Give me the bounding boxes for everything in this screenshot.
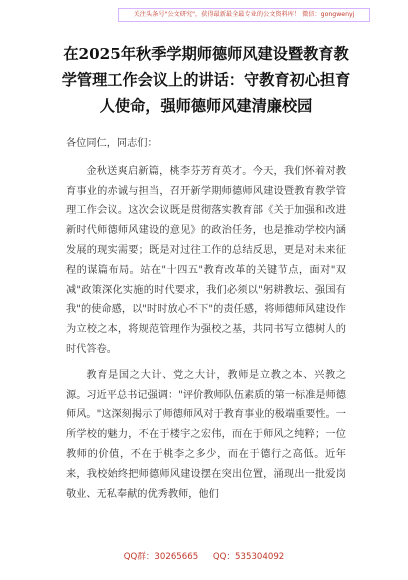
paragraph-1: 金秋送爽启新篇，桃李芬芳育英才。今天，我们怀着对教育事业的赤诚与担当，召开新学期师德师风建设暨教育教学管理工作会议。这次会议既是贯彻落实教育部《关于加强和改进新时代师德师风建设的意见》的政治任务，也是推动学校内涵发展的现实需要；既是对过往工作的总结反思，更是对未来征程的谋篇布局。站在"十四五"教育改革的关键节点，面对"双减"政策深化实施的时代要求，我们必须以"躬耕教坛、强国有我"的使命感，以"时时放心不下"的责任感，将师德师风建设作为立校之本，将规范管理作为强校之基，共同书写立德树人的时代答卷。 bbox=[66, 165, 346, 355]
paragraph-2: 教育是国之大计、党之大计，教师是立教之本、兴教之源。习近平总书记强调："评价教师队伍素质的第一标准是师德师风。"这深刻揭示了师德师风对于教育事业的极端重要性。一所学校的魅力，不在于楼宇之宏伟，而在于师风之纯粹；一位教师的价值，不在于桃李之多少，而在于德行之高低。近年来，我校始终把师德师风建设摆在突出位置，涌现出一批爱岗敬业、无私奉献的优秀教师，他们 bbox=[66, 369, 346, 500]
document-title: 在2025年秋季学期师德师风建设暨教育教学管理工作会议上的讲话：守教育初心担育人使命，强师德师风建清廉校园 bbox=[61, 45, 351, 115]
footer bbox=[0, 550, 408, 562]
salutation: 各位同仁，同志们： bbox=[66, 138, 158, 149]
footer-qq-group: QQ群：30265665 bbox=[123, 552, 199, 562]
document-body bbox=[66, 134, 346, 504]
footer-qq-contact: QQ：535304092 bbox=[212, 552, 285, 562]
top-banner: 关注头条号"公文研究"，获得最新最全最专业的公文资料库！ 微信：gongwenyj bbox=[118, 8, 370, 22]
